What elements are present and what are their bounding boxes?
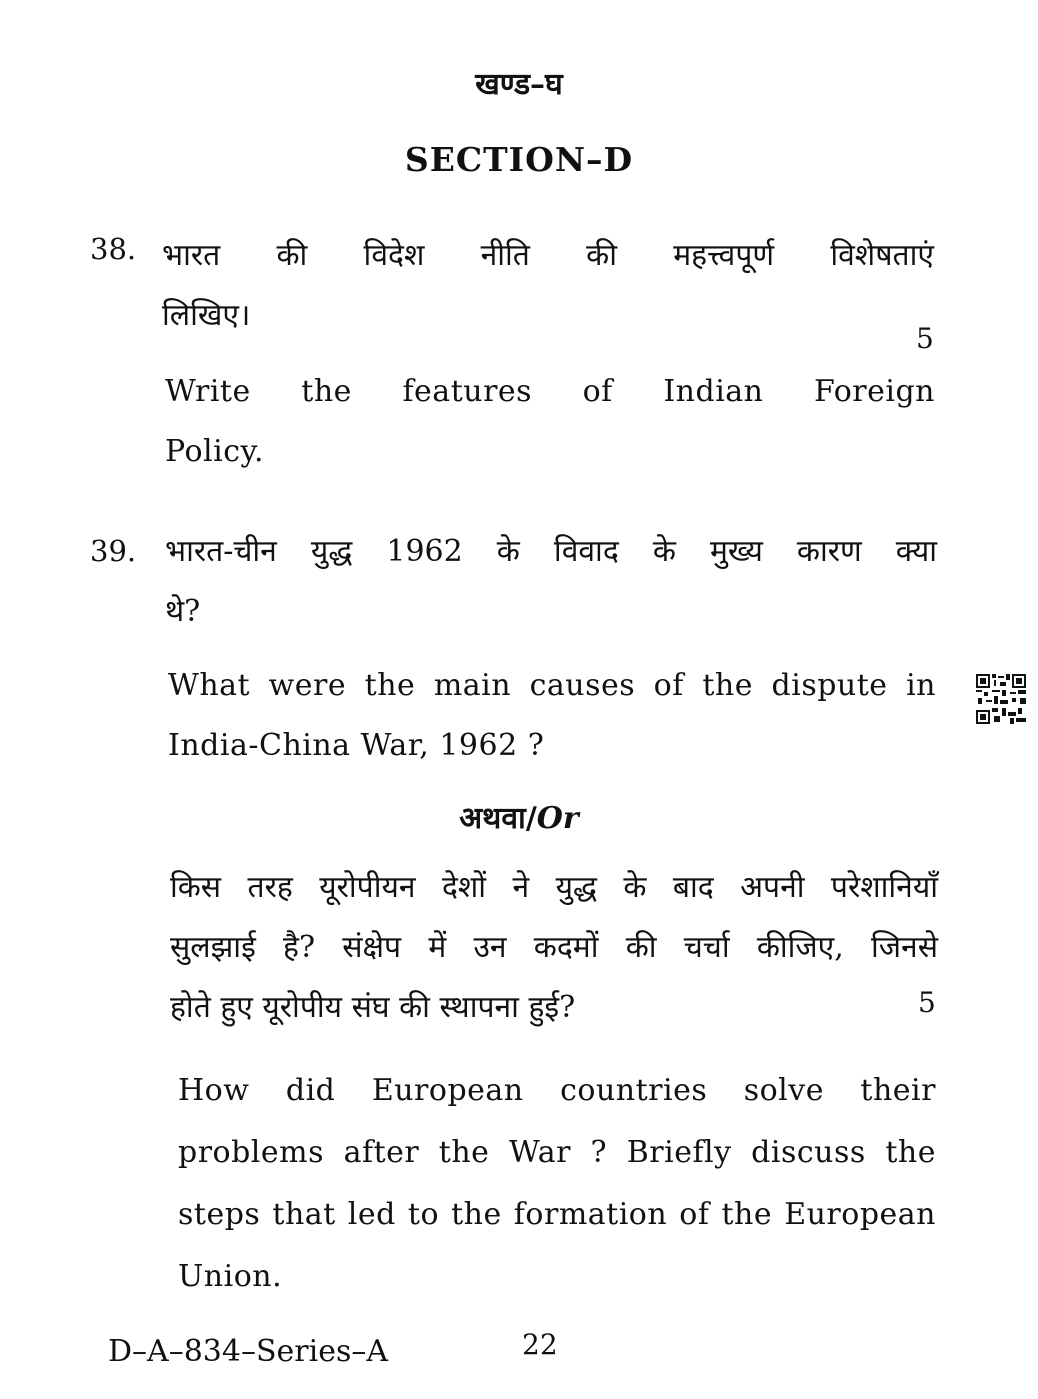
question-38-hindi-line1: भारत की विदेश नीति की महत्त्वपूर्ण विशेषताएं — [162, 238, 934, 273]
alternative-hindi-line2: सुलझाई है? संक्षेप में उन कदमों की चर्चा कीजिए, जिनसे — [170, 930, 938, 965]
question-38-english — [165, 362, 935, 482]
question-38-number: 38. — [90, 232, 137, 266]
question-39-english-line1: What were the main causes of the dispute in — [168, 668, 936, 703]
page-number: 22 — [522, 1328, 558, 1361]
alternative-english-line2: problems after the War ? Briefly discuss the — [178, 1135, 936, 1170]
qr-code-icon — [976, 674, 1026, 724]
question-38-english-line1: Write the features of Indian Foreign — [165, 374, 935, 409]
question-39-english-line2: India-China War, 1962 ? — [168, 728, 545, 763]
alternative-hindi — [170, 858, 938, 1038]
or-label — [0, 796, 1038, 837]
question-38-hindi-line2: लिखिए। — [162, 298, 251, 333]
section-title-hindi: खण्ड–घ — [475, 67, 563, 102]
question-39-number: 39. — [90, 534, 137, 568]
alternative-english-line4: Union. — [178, 1259, 283, 1294]
paper-code: D–A–834–Series–A — [108, 1334, 389, 1369]
question-38-hindi — [162, 226, 934, 346]
or-label-hindi: अथवा — [459, 801, 526, 836]
alternative-english-line3: steps that led to the formation of the European — [178, 1197, 936, 1232]
question-39-hindi — [165, 522, 937, 642]
alternative-english-line1: How did European countries solve their — [178, 1073, 936, 1108]
question-39-hindi-line1: भारत-चीन युद्ध 1962 के विवाद के मुख्य कारण क्या — [165, 534, 937, 569]
alternative-english — [178, 1060, 936, 1308]
question-39-english — [168, 656, 936, 776]
question-38-marks: 5 — [916, 322, 934, 355]
alternative-hindi-line1: किस तरह यूरोपीयन देशों ने युद्ध के बाद अपनी परेशानियाँ — [170, 870, 938, 905]
alternative-hindi-line3: होते हुए यूरोपीय संघ की स्थापना हुई? — [170, 990, 576, 1025]
or-label-english: Or — [536, 801, 579, 836]
alternative-marks: 5 — [918, 986, 936, 1019]
question-39-hindi-line2: थे? — [165, 594, 201, 629]
section-title-english: SECTION–D — [404, 140, 634, 179]
or-label-separator: / — [525, 801, 537, 836]
question-38-english-line2: Policy. — [165, 434, 265, 469]
